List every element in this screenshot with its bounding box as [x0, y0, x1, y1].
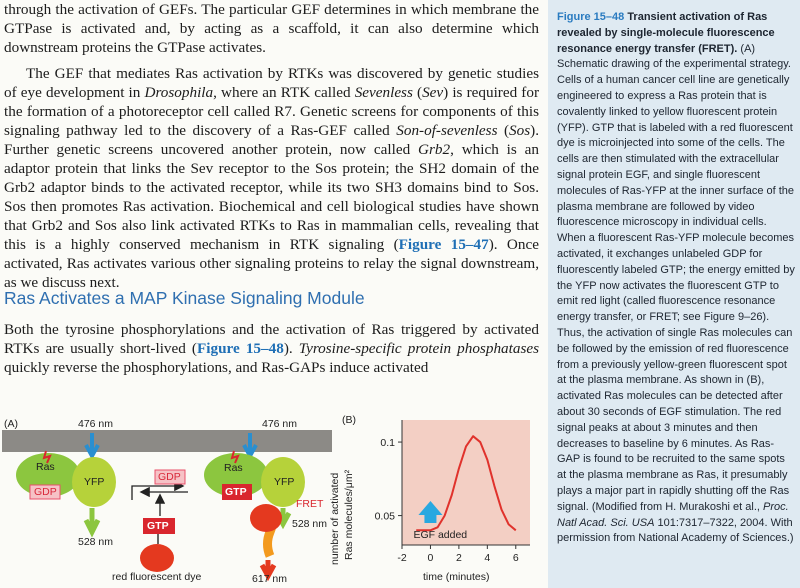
chart-x-tick-label: -2 [397, 552, 407, 564]
chart-x-tick-label: 2 [455, 552, 462, 564]
caption-body-b: 101:7317–7322, 2004. With permission from National Academy of Sciences.) [557, 516, 794, 545]
p2-text-m: , which is an adaptor protein that links the Sev receptor to the Sos protein; the SH2 domain of the Grb2 adaptor binds to the activated receptor, while its two SH3 domains bind to Sos. Sos then promotes Ras activation. Biochemical and cell biological studies have shown that Grb2 and Sos also link activated RTKs to Ras in mammalian cells, revealing that this is a highly conserved mechanism in RTK signaling ( [4, 141, 539, 253]
figure-15-48-link[interactable]: Figure 15–48 [197, 340, 284, 357]
label-gdp-left: GDP [34, 486, 57, 498]
chart-y-tick-label: 0.05 [374, 510, 395, 523]
section-heading: Ras Activates a MAP Kinase Signaling Module [4, 288, 365, 308]
paragraph-1-text: through the activation of GEFs. The particular GEF determines in which membrane the GTPase is activated and, by acting as a scaffold, it can also determine which downstream proteins the GTPase activates. [4, 1, 539, 56]
p2-text-i: ( [497, 122, 510, 139]
label-gdp-free: GDP [158, 471, 181, 483]
p3-text-a: Both the tyrosine phosphorylations and the activation of Ras triggered by activated RTKs are usually short-lived ( [4, 321, 539, 357]
p2-sos: Sos [509, 122, 531, 139]
caption-journal: Proc. Natl Acad. Sci. USA [557, 500, 789, 529]
chart-x-tick-label: 0 [427, 552, 434, 564]
figure-15-47-link[interactable]: Figure 15–47 [398, 236, 489, 253]
label-red-fluorescent-dye: red fluorescent dye [112, 571, 202, 583]
label-yfp-left: YFP [84, 476, 105, 488]
label-gtp-free: GTP [147, 520, 169, 532]
p2-sevenless: Sevenless [354, 84, 413, 101]
chart-y-tick-label: 0.1 [380, 437, 395, 450]
chart-ylabel-line2: Ras molecules/μm² [343, 469, 355, 560]
p2-text-n: ). Once activated, Ras activates various other signaling proteins to relay the signal downstream, as we discuss next. [4, 236, 539, 291]
label-ras-left: Ras [36, 461, 55, 473]
p2-text-k: ). Further genetic screens uncovered another protein, now called [4, 122, 540, 158]
p2-grb2: Grb2 [418, 141, 451, 158]
label-528nm-right: 528 nm [292, 518, 328, 530]
egf-added-annotation: EGF added [413, 529, 468, 541]
panel-b-label: (B) [342, 414, 356, 426]
label-528nm-left: 528 nm [78, 536, 114, 548]
p2-text-g: ) is required for the formation of a photoreceptor cell called R7. Genetic screens for components of this signaling pathway led to the discovery of a Ras-GEF called [4, 84, 540, 139]
p2-sev: Sev [422, 84, 444, 101]
chart-x-tick-label: 6 [512, 552, 519, 564]
panel-a-label: (A) [4, 418, 18, 430]
caption-body-a: (A) Schematic drawing of the experimental strategy. Cells of a human cancer cell line are genetically engineered to express a Ras protein that is covalently linked to yellow fluorescent protein (YFP). GTP that is labeled with a red fluorescent dye is microinjected into some of the cells. The cells are then stimulated with the extracellular signal protein EGF, and single fluorescent molecules of Ras-YFP at the inner surface of the plasma membrane are followed by video fluorescence microscopy in individual cells. When a fluorescent Ras-YFP molecule becomes activated, it exchanges unlabeled GDP for fluorescently labeled GTP; the energy emitted by the YFP now activates the fluorescent GTP to emit red light (called fluorescence resonance energy transfer, or FRET; see Figure 9–26). Thus, the activation of single Ras molecules can be followed by the emission of red fluorescence from a previously yellow-green fluorescent spot at the plasma membrane. As shown in (B), activated Ras molecules can be detected after about 30 seconds of EGF stimulation. The red signal peaks at about 3 minutes and then decreases to baseline by 6 minutes. As Ras-GAP is found to be recruited to the same spots at the plasma membrane as Ras, it presumably plays a major part in rapidly shutting off the Ras signal. (Modified from H. Murakoshi et al., [557, 42, 795, 513]
p2-son-of-sevenless: Son-of-sevenless [396, 122, 498, 139]
chart-x-tick-label: 4 [484, 552, 491, 564]
caption-figure-number: Figure 15–48 [557, 11, 625, 23]
chart-xlabel: time (minutes) [423, 571, 490, 583]
label-gtp-right: GTP [225, 486, 247, 498]
p3-text-d: quickly reverse the phosphorylations, and Ras-GAPs induce activated [4, 359, 429, 376]
p2-drosophila: Drosophila [144, 84, 214, 101]
p3-text-b: ). [283, 340, 299, 357]
label-476nm-left: 476 nm [78, 418, 114, 430]
p2-text-e: ( [412, 84, 423, 101]
p3-phosphatases: Tyrosine-specific protein phosphatases [298, 340, 540, 357]
label-fret: FRET [296, 498, 324, 510]
label-yfp-right: YFP [274, 476, 295, 488]
p2-text-a: The GEF that mediates Ras activation by RTKs was discovered by genetic studies of eye development in [4, 65, 539, 101]
caption-title: Transient activation of Ras revealed by single-molecule fluorescence resonance energy transfer (FRET). [557, 11, 775, 55]
label-476nm-right: 476 nm [262, 418, 298, 430]
chart-ylabel-line1: number of activated [329, 472, 341, 565]
label-ras-right: Ras [224, 462, 243, 474]
label-617nm: 617 nm [252, 573, 288, 585]
p2-text-c: , where an RTK called [213, 84, 355, 101]
